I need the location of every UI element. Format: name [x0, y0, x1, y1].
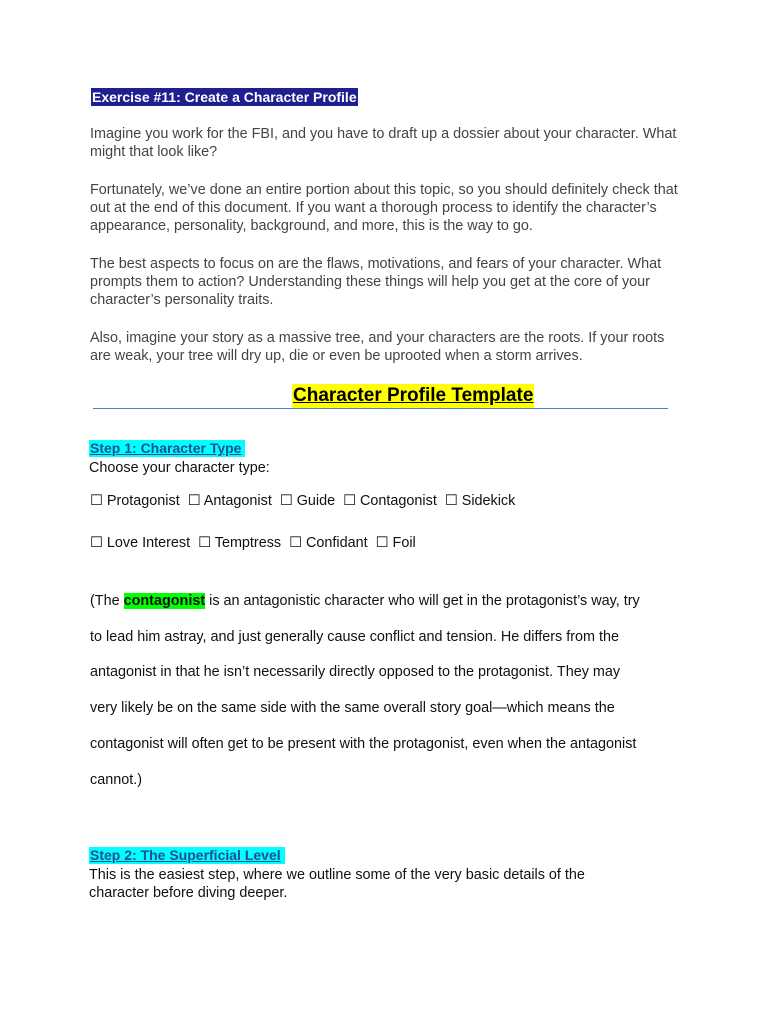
option-foil[interactable]: ☐ Foil — [375, 535, 416, 551]
note-open: (The — [90, 593, 124, 609]
step2-text: This is the easiest step, where we outline some of the very basic details of the character before diving deeper. — [89, 867, 585, 901]
contagonist-note-line4: very likely be on the same side with the same overall story goal—which means the — [90, 700, 615, 716]
exercise-title: Exercise #11: Create a Character Profile — [92, 89, 357, 105]
intro-paragraph-4: Also, imagine your story as a massive tree, and your characters are the roots. If your roots are weak, your tree will dry up, die or even be uprooted when a storm arrives. — [90, 330, 665, 364]
option-confidant[interactable]: ☐ Confidant — [289, 535, 368, 551]
option-protagonist[interactable]: ☐ Protagonist — [90, 493, 180, 509]
contagonist-note-line2: to lead him astray, and just generally cause conflict and tension. He differs from the — [90, 629, 620, 645]
step1-prompt: Choose your character type: — [89, 460, 270, 476]
note-line1-rest: is an antagonistic character who will get in the protagonist’s way, try — [205, 593, 640, 609]
contagonist-note-line3: antagonist in that he isn’t necessarily directly opposed to the protagonist. They may — [90, 664, 621, 680]
step1-heading: Step 1: Character Type — [89, 440, 245, 457]
intro-paragraph-3: The best aspects to focus on are the flaws, motivations, and fears of your character. What prompts them to action? Understanding these things will help you get at the core of your character’s personality traits. — [90, 256, 662, 308]
option-love-interest[interactable]: ☐ Love Interest — [90, 535, 191, 551]
title-divider — [93, 408, 668, 409]
contagonist-note-line1 — [90, 591, 640, 611]
option-contagonist[interactable]: ☐ Contagonist — [343, 493, 437, 509]
option-temptress[interactable]: ☐ Temptress — [198, 535, 282, 551]
contagonist-note-line5: contagonist will often get to be present with the protagonist, even when the antagonist — [90, 736, 637, 752]
character-type-options-row2 — [90, 534, 416, 552]
option-sidekick[interactable]: ☐ Sidekick — [444, 493, 516, 509]
intro-paragraph-2: Fortunately, we’ve done an entire portion about this topic, so you should definitely check that out at the end of this document. If you want a thorough process to identify the character’s appearance, personality, background, and more, this is the way to go. — [90, 182, 678, 234]
contagonist-note-line6: cannot.) — [90, 772, 142, 788]
step2-heading: Step 2: The Superficial Level — [89, 847, 285, 864]
character-type-options-row1 — [90, 492, 515, 510]
option-guide[interactable]: ☐ Guide — [279, 493, 336, 509]
option-antagonist[interactable]: ☐ Antagonist — [187, 493, 272, 509]
intro-paragraph-1: Imagine you work for the FBI, and you have to draft up a dossier about your character. What might that look like? — [90, 126, 677, 160]
contagonist-term: contagonist — [123, 593, 206, 609]
template-title: Character Profile Template — [293, 385, 534, 406]
